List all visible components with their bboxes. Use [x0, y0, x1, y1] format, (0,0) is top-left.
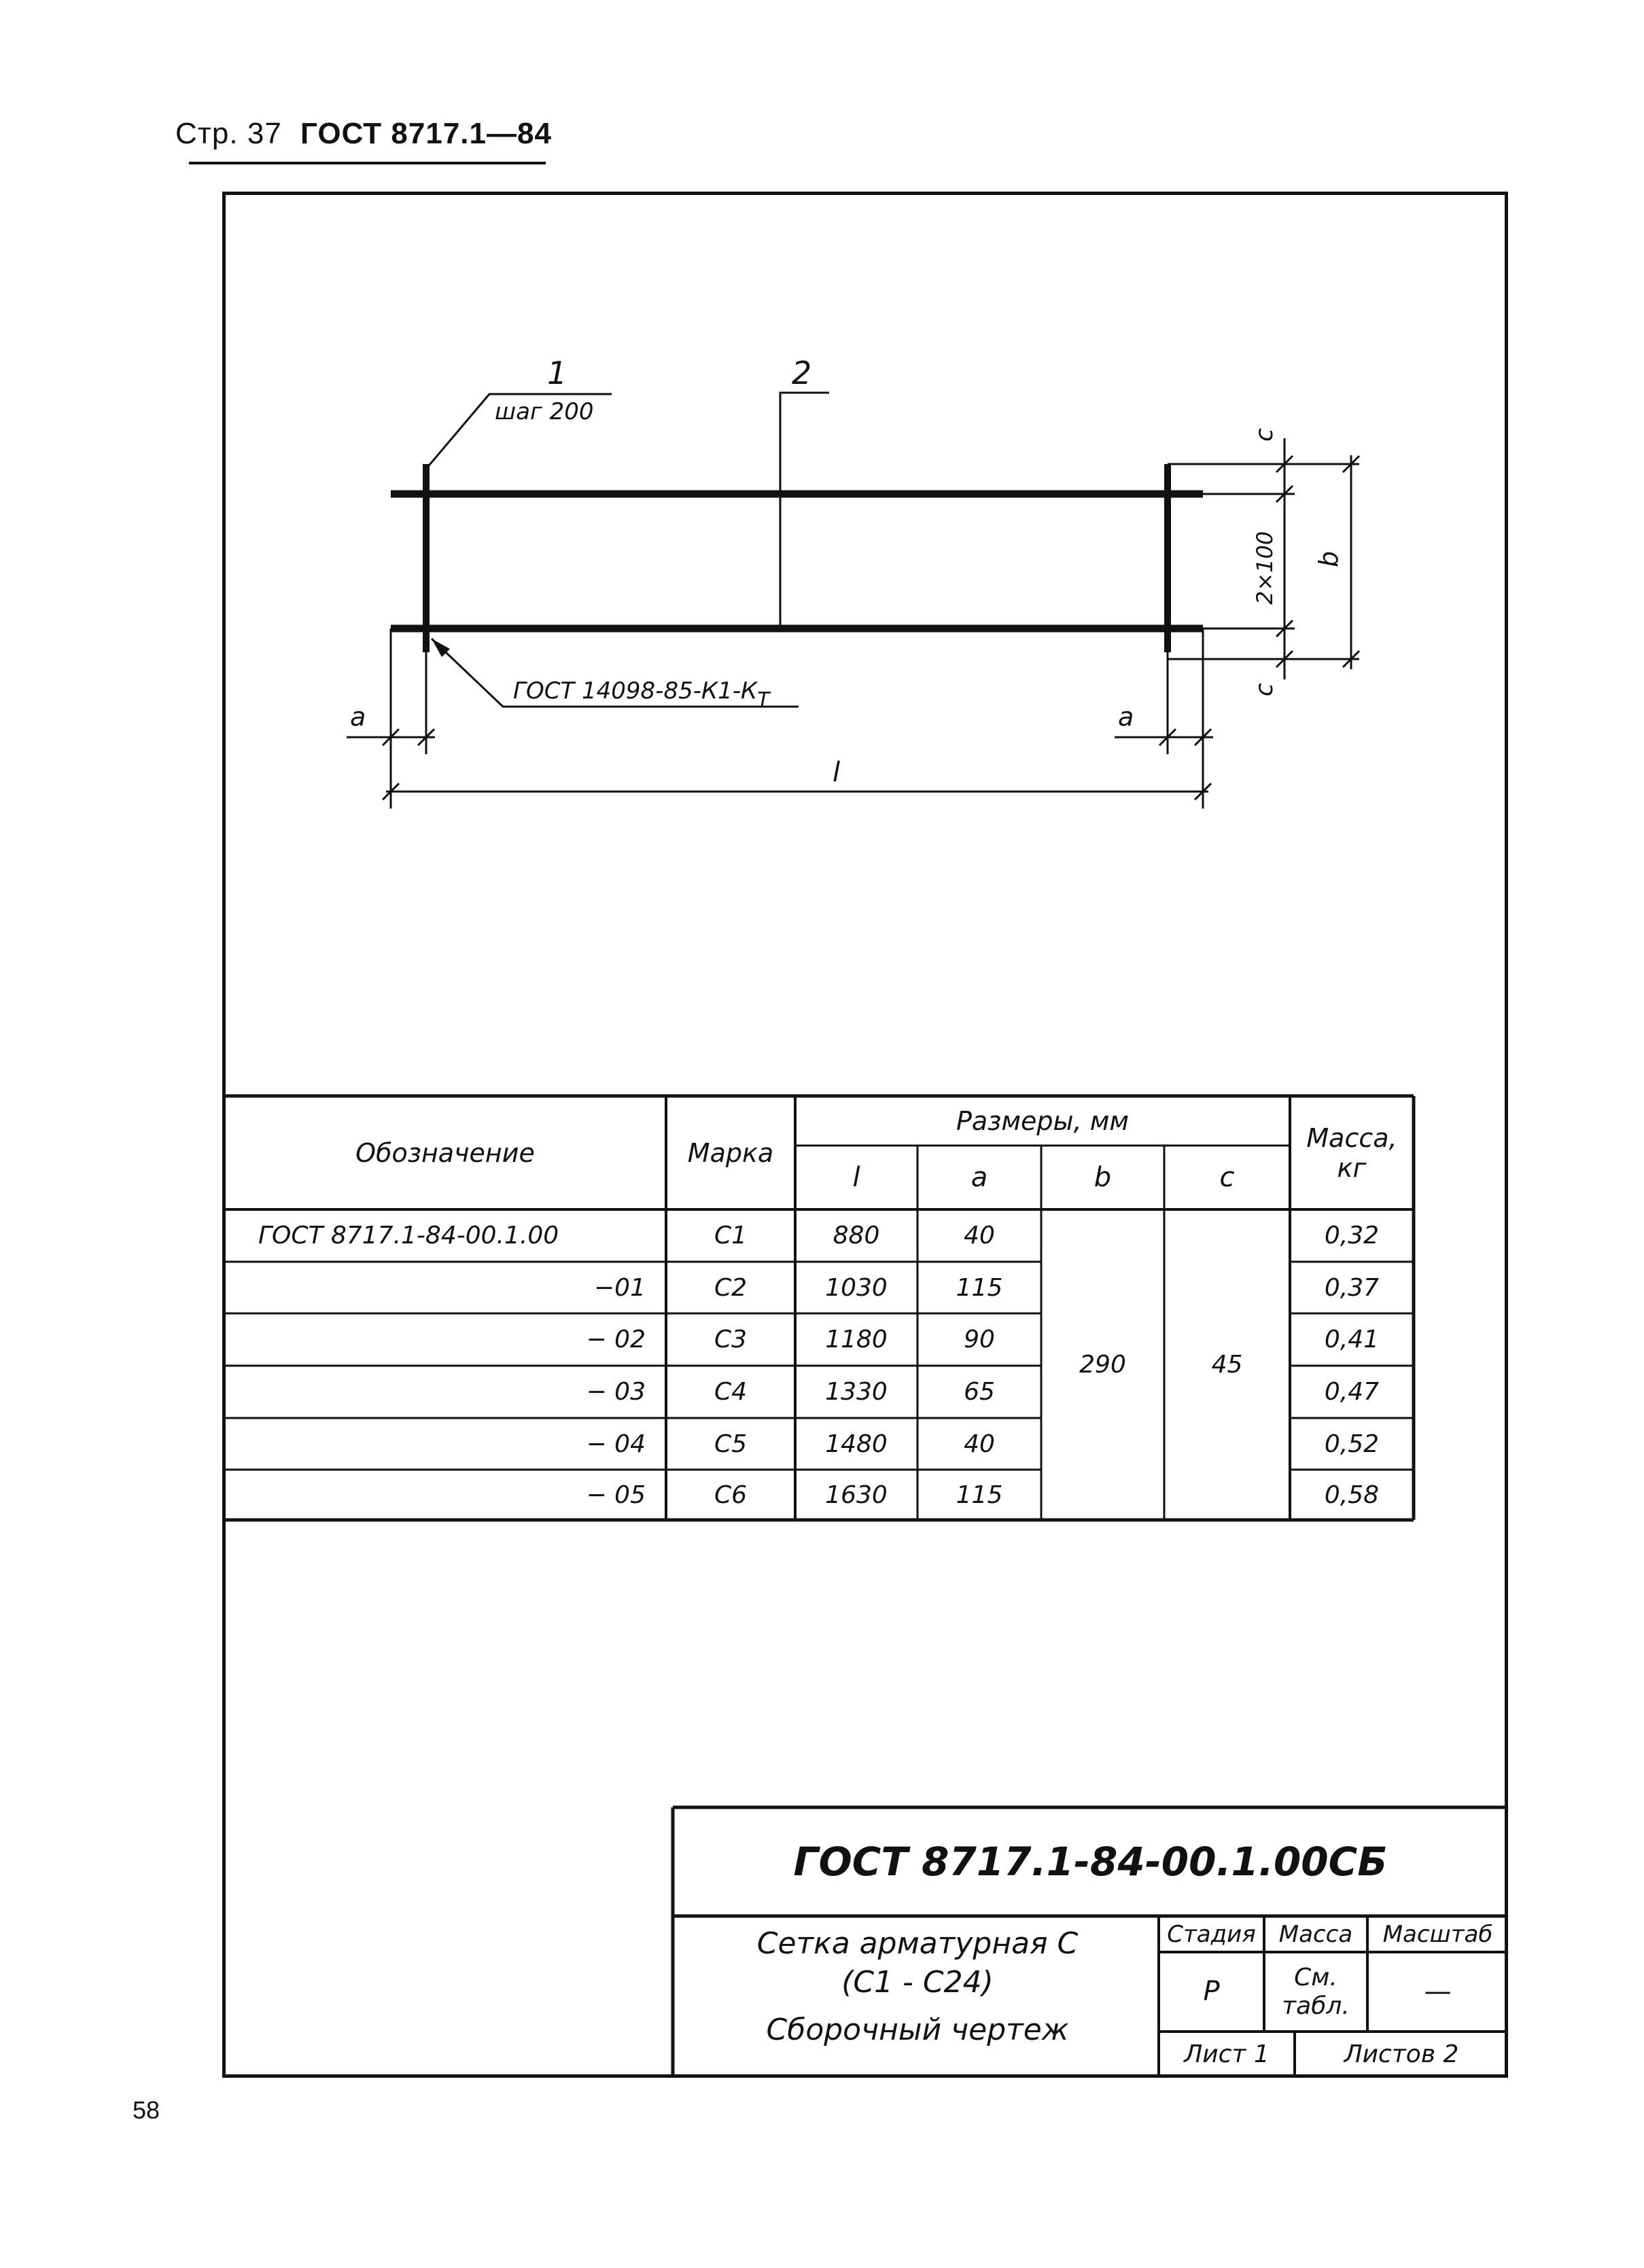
table-row-mark: С4	[714, 1378, 748, 1406]
table-row-a: 115	[956, 1273, 1003, 1302]
table-row-mark: С2	[714, 1273, 748, 1302]
table-row-designation: − 03	[586, 1378, 646, 1406]
drawing-name-line3: Сборочный чертеж	[766, 2013, 1069, 2047]
mass-label: Масса	[1278, 1921, 1353, 1948]
page-number: 58	[133, 2096, 160, 2124]
header-designation: Обозначение	[355, 1137, 535, 1168]
table-row-a: 90	[964, 1326, 995, 1353]
cell-c-shared: 45	[1211, 1351, 1243, 1379]
dim-a-right: a	[1118, 702, 1134, 732]
table-row-a: 65	[964, 1378, 995, 1406]
dim-spacing: 2×100	[1252, 531, 1278, 605]
dim-c-bottom: c	[1251, 683, 1278, 696]
table-row-mark: С5	[714, 1430, 748, 1458]
header-c: c	[1219, 1162, 1235, 1193]
table-row-mass: 0,41	[1324, 1326, 1380, 1353]
table-row-l: 880	[833, 1222, 880, 1250]
table-row-l: 1630	[825, 1481, 888, 1509]
table-row-designation: − 02	[586, 1326, 646, 1353]
dim-a-left: a	[350, 702, 366, 732]
scale-label: Масштаб	[1382, 1921, 1493, 1948]
table-row-mass: 0,52	[1324, 1430, 1380, 1458]
sheet-label: Лист 1	[1184, 2040, 1270, 2068]
table-row-l: 1030	[825, 1273, 888, 1302]
dim-b: b	[1314, 550, 1344, 567]
mass-value-line2: табл.	[1282, 1992, 1350, 2020]
header-l: l	[852, 1162, 860, 1193]
table-row-designation: ГОСТ 8717.1-84-00.1.00	[258, 1222, 559, 1250]
table-row-l: 1480	[825, 1430, 888, 1458]
table-row-mass: 0,47	[1324, 1378, 1380, 1406]
table-row-l: 1330	[825, 1378, 888, 1406]
dim-l: l	[833, 757, 841, 788]
dim-c-top: c	[1251, 428, 1278, 442]
sheets-label: Листов 2	[1344, 2040, 1459, 2068]
header-mass: Масса, кг	[1306, 1122, 1397, 1183]
table-row-a: 115	[956, 1481, 1003, 1509]
table-row-designation: − 05	[586, 1481, 646, 1509]
table-row-mass: 0,58	[1324, 1481, 1380, 1509]
table-row-mark: С1	[714, 1222, 748, 1250]
table-row-l: 1180	[825, 1326, 888, 1353]
table-row-a: 40	[964, 1430, 995, 1458]
header-a: a	[970, 1162, 988, 1193]
document-code: ГОСТ 8717.1-84-00.1.00СБ	[793, 1839, 1388, 1885]
mass-value-line1: См.	[1294, 1964, 1337, 1991]
callout-1-number: 1	[547, 355, 567, 391]
table-row-mass: 0,37	[1324, 1273, 1380, 1302]
header-sizes: Размеры, мм	[956, 1105, 1130, 1136]
table-row-designation: − 04	[586, 1430, 646, 1458]
table-row-a: 40	[964, 1222, 995, 1250]
header-mark: Марка	[687, 1137, 774, 1168]
cell-b-shared: 290	[1079, 1351, 1126, 1379]
callout-1-text: шаг 200	[495, 398, 594, 425]
drawing-name-line2: (С1 - С24)	[841, 1965, 994, 2000]
table-row-designation: −01	[594, 1273, 646, 1302]
weld-note-main: ГОСТ 14098-85-К1-К	[513, 677, 758, 705]
table-row-mark: С6	[714, 1481, 748, 1509]
callout-2-number: 2	[792, 355, 812, 391]
weld-note-sub: Т	[757, 688, 770, 712]
page-label: Стр. 37	[175, 117, 282, 150]
header-b: b	[1094, 1162, 1112, 1193]
table-row-mark: С3	[714, 1326, 748, 1353]
standard-designation: ГОСТ 8717.1—84	[300, 117, 552, 150]
scale-value: —	[1424, 1976, 1452, 2007]
stage-label: Стадия	[1167, 1921, 1256, 1948]
drawing-name-line1: Сетка арматурная С	[756, 1926, 1079, 1961]
stage-value: Р	[1203, 1976, 1220, 2007]
table-row-mass: 0,32	[1324, 1222, 1380, 1250]
